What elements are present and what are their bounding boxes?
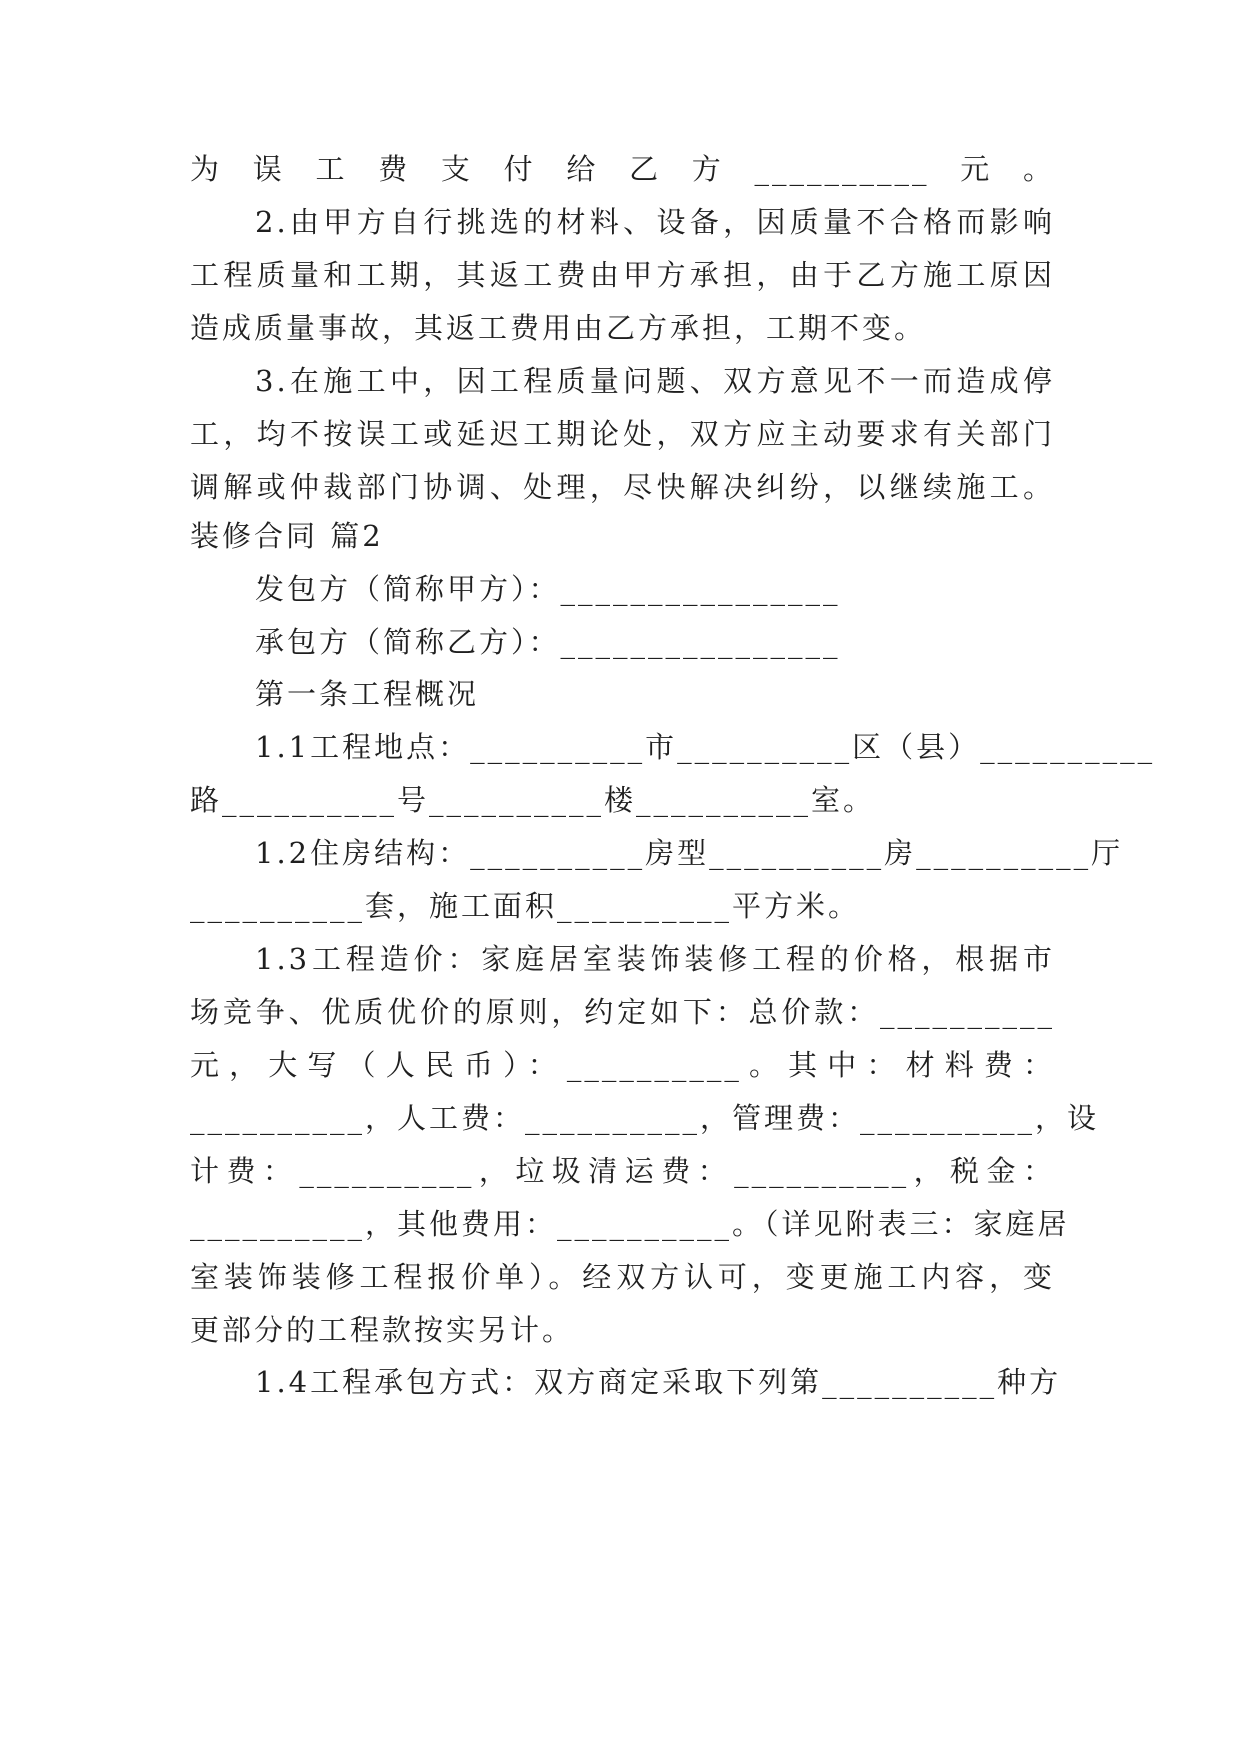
text-line: 为误工费支付给乙方__________元。 bbox=[190, 152, 1055, 186]
text-line: 路__________号__________楼__________室。 bbox=[190, 783, 876, 817]
section-heading: 装修合同 篇2 bbox=[190, 519, 384, 553]
text-line: 场竞争、优质优价的原则，约定如下：总价款：__________ bbox=[190, 995, 1055, 1029]
text-line: 更部分的工程款按实另计。 bbox=[190, 1313, 575, 1347]
text-line: __________套，施工面积__________平方米。 bbox=[190, 889, 861, 923]
text-line: 室装饰装修工程报价单）。经双方认可，变更施工内容，变 bbox=[190, 1260, 1055, 1294]
clause-1-2-line: 1.2住房结构：__________房型__________房__________厅 bbox=[255, 836, 1124, 870]
text-line: __________，其他费用：__________。（详见附表三：家庭居 bbox=[190, 1207, 1070, 1241]
text-line: 计费：__________，垃圾清运费：__________，税金： bbox=[190, 1154, 1055, 1188]
party-b-line: 承包方（简称乙方）：________________ bbox=[255, 625, 841, 659]
text-line: 工，均不按误工或延迟工期论处，双方应主动要求有关部门 bbox=[190, 417, 1055, 451]
clause-1-3-line: 1.3工程造价：家庭居室装饰装修工程的价格，根据市 bbox=[255, 942, 1055, 976]
clause-2-line: 2.由甲方自行挑选的材料、设备，因质量不合格而影响 bbox=[255, 205, 1055, 239]
text-line: 工程质量和工期，其返工费由甲方承担，由于乙方施工原因 bbox=[190, 258, 1055, 292]
article-heading: 第一条工程概况 bbox=[255, 677, 480, 711]
text-line: 元，大写（人民币）：__________。其中：材料费： bbox=[190, 1048, 1055, 1082]
party-a-line: 发包方（简称甲方）：________________ bbox=[255, 572, 841, 606]
text-line: 造成质量事故，其返工费用由乙方承担，工期不变。 bbox=[190, 311, 927, 345]
text-line: 调解或仲裁部门协调、处理，尽快解决纠纷，以继续施工。 bbox=[190, 470, 1055, 504]
clause-1-1-line: 1.1工程地点：__________市__________区（县）__________ bbox=[255, 730, 1156, 764]
clause-1-4-line: 1.4工程承包方式：双方商定采取下列第__________种方 bbox=[255, 1365, 1062, 1399]
text-line: __________，人工费：__________，管理费：__________，设 bbox=[190, 1101, 1100, 1135]
clause-3-line: 3.在施工中，因工程质量问题、双方意见不一而造成停 bbox=[255, 364, 1055, 398]
